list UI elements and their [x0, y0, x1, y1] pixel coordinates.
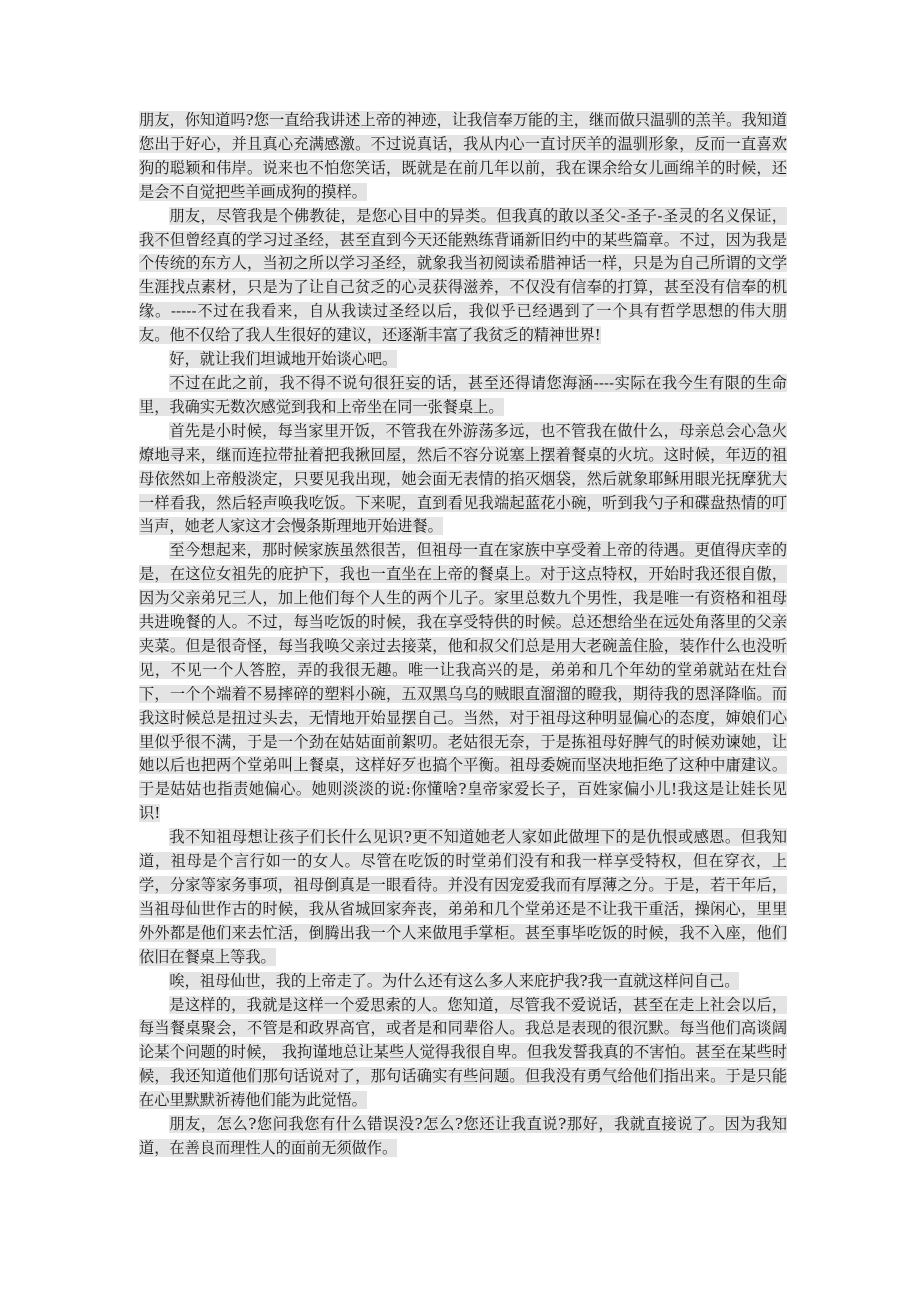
paragraph-9 [139, 994, 787, 1114]
paragraph-3-text: 好，就让我们坦诚地开始谈心吧。 [169, 350, 398, 369]
paragraph-5-text: 首先是小时候，每当家里开饭，不管我在外游荡多远，也不管我在做什么，母亲总会心急火燎地寻来，继而连拉带扯着把我揪回屋，然后不容分说塞上摆着餐桌的火坑。这时候，年迈的祖母依然如上帝般淡定，只要见我出现，她会面无表情的掐灭烟袋，然后就象耶稣用眼光抚摩犹大一样看我，然后轻声唤我吃饭。下来呢，直到看见我端起蓝花小碗，听到我勺子和碟盘热情的叮当声，她老人家这才会慢条斯理地开始进餐。 [139, 421, 787, 536]
paragraph-6-text: 至今想起来，那时候家族虽然很苦，但祖母一直在家族中享受着上帝的待遇。更值得庆幸的是，在这位女祖先的庇护下，我也一直坐在上帝的餐桌上。对于这点特权，开始时我还很自傲，因为父亲弟兄三人，加上他们每个人生的两个儿子。家里总数九个男性，我是唯一有资格和祖母共进晚餐的人。不过，每当吃饭的时候，我在享受特供的时候。总还想给坐在远处角落里的父亲夹菜。但是很奇怪，每当我唤父亲过去接菜，他和叔父们总是用大老碗盖住脸，装作什么也没听见，不见一个人答腔，弄的我很无趣。唯一让我高兴的是，弟弟和几个年幼的堂弟就站在灶台下，一个个端着不易摔碎的塑料小碗，五双黑乌乌的贼眼直溜溜的瞪我，期待我的恩泽降临。而我这时候总是扭过头去，无情地开始显摆自己。当然，对于祖母这种明显偏心的态度，婶娘们心里似乎很不满，于是一个劲在姑姑面前絮叨。老姑很无奈，于是拣祖母好脾气的时候劝谏她，让她以后也把两个堂弟叫上餐桌，这样好歹也搞个平衡。祖母委婉而坚决地拒绝了这种中庸建议。于是姑姑也指责她偏心。她则淡淡的说:你懂啥?皇帝家爱长子，百姓家偏小儿!我这是让娃长见识! [139, 541, 787, 823]
paragraph-6 [139, 539, 787, 826]
paragraph-8 [139, 970, 787, 994]
paragraph-3 [139, 348, 787, 372]
paragraph-7 [139, 826, 787, 969]
paragraph-4 [139, 372, 787, 420]
paragraph-1 [139, 109, 787, 205]
paragraph-8-text: 唉，祖母仙世，我的上帝走了。为什么还有这么多人来庇护我?我一直就这样问自己。 [169, 971, 740, 990]
paragraph-5 [139, 420, 787, 540]
paragraph-10-text: 朋友，怎么?您问我您有什么错误没?怎么?您还让我直说?那好，我就直接说了。因为我知道，在善良而理性人的面前无须做作。 [139, 1115, 787, 1157]
paragraph-9-text: 是这样的，我就是这样一个爱思索的人。您知道，尽管我不爱说话，甚至在走上社会以后，每当餐桌聚会，不管是和政界高官，或者是和同辈俗人。我总是表现的很沉默。每当他们高谈阔论某个问题的时候， 我拘谨地总让某些人觉得我很自卑。但我发誓我真的不害怕。甚至在某些时候，我还知道他们那句话说对了，那句话确实有些问题。但我没有勇气给他们指出来。于是只能在心里默默祈祷他们能为此觉悟。 [139, 995, 787, 1110]
paragraph-7-text: 我不知祖母想让孩子们长什么见识?更不知道她老人家如此做埋下的是仇恨或感恩。但我知道，祖母是个言行如一的女人。尽管在吃饭的时堂弟们没有和我一样享受特权，但在穿衣，上学，分家等家务事项，祖母倒真是一眼看待。并没有因宠爱我而有厚薄之分。于是，若干年后，当祖母仙世作古的时候，我从省城回家奔丧，弟弟和几个堂弟还是不让我干重活，操闲心，里里外外都是他们来去忙活，倒腾出我一个人来做甩手掌柜。甚至事毕吃饭的时候，我不入座，他们依旧在餐桌上等我。 [139, 828, 787, 966]
paragraph-2 [139, 205, 787, 348]
document-body [139, 109, 787, 1161]
paragraph-4-text: 不过在此之前，我不得不说句很狂妄的话，甚至还得请您海涵----实际在我今生有限的生命里，我确实无数次感觉到我和上帝坐在同一张餐桌上。 [139, 373, 787, 416]
paragraph-1-text: 朋友，你知道吗?您一直给我讲述上帝的神迹，让我信奉万能的主，继而做只温驯的羔羊。我知道您出于好心，并且真心充满感激。不过说真话，我从内心一直讨厌羊的温驯形象，反而一直喜欢狗的聪颖和伟岸。说来也不怕您笑话，既就是在前几年以前，我在课余给女儿画绵羊的时候，还是会不自觉把些羊画成狗的摸样。 [139, 111, 787, 201]
paragraph-10 [139, 1113, 787, 1161]
paragraph-2-text: 朋友，尽管我是个佛教徒，是您心目中的异类。但我真的敢以圣父-圣子-圣灵的名义保证，我不但曾经真的学习过圣经，甚至直到今天还能熟练背诵新旧约中的某些篇章。不过，因为我是个传统的东方人，当初之所以学习圣经，就象我当初阅读希腊神话一样，只是为自己所谓的文学生涯找点素材，只是为了让自己贫乏的心灵获得滋养，不仅没有信奉的打算，甚至没有信奉的机缘。-----不过在我看来，自从我读过圣经以后，我似乎已经遇到了一个具有哲学思想的伟大朋友。他不仅给了我人生很好的建议，还逐渐丰富了我贫乏的精神世界! [139, 206, 787, 345]
